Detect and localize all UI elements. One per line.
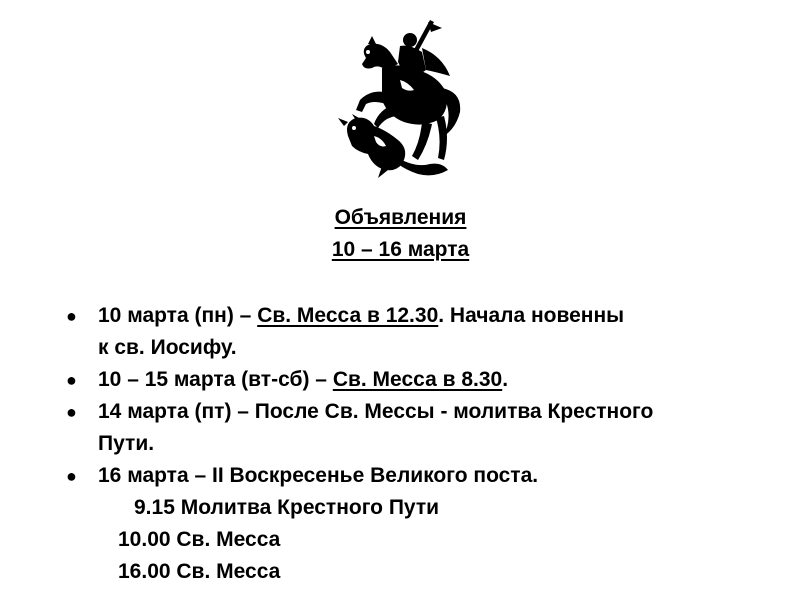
- bullet-icon: ●: [66, 466, 77, 486]
- announcement-heading: [0, 202, 801, 266]
- page-title: Объявления: [334, 206, 467, 229]
- schedule-item: 9.15 Молитва Крестного Пути: [134, 496, 440, 519]
- bullet-icon: ●: [66, 402, 77, 422]
- schedule-item: 10.00 Св. Месса: [118, 528, 281, 551]
- notice-text: 14 марта (пт) – После Св. Мессы - молитва Крестного: [98, 400, 654, 423]
- bullet-icon: ●: [66, 306, 77, 326]
- list-item: [60, 364, 760, 396]
- saint-george-emblem: [338, 18, 464, 180]
- schedule-item: 16.00 Св. Месса: [118, 560, 281, 583]
- bullet-icon: ●: [66, 370, 77, 390]
- notice-text: .: [502, 368, 509, 391]
- list-item: [60, 396, 760, 460]
- mass-time-link: Св. Месса в 8.30: [332, 368, 503, 391]
- notice-text: . Начала новенны: [438, 304, 625, 327]
- notice-text: Пути.: [98, 432, 155, 455]
- list-item: [60, 300, 760, 364]
- mass-time-link: Св. Месса в 12.30: [257, 304, 439, 327]
- notice-text: к св. Иосифу.: [98, 336, 237, 359]
- notice-text: 10 – 15 марта (вт-сб) –: [98, 368, 333, 391]
- date-range: 10 – 16 марта: [331, 238, 470, 261]
- notice-list: [60, 300, 760, 588]
- list-item: [60, 460, 760, 588]
- notice-text: 16 марта – II Воскресенье Великого поста.: [98, 464, 539, 487]
- notice-text: 10 марта (пн) –: [98, 304, 258, 327]
